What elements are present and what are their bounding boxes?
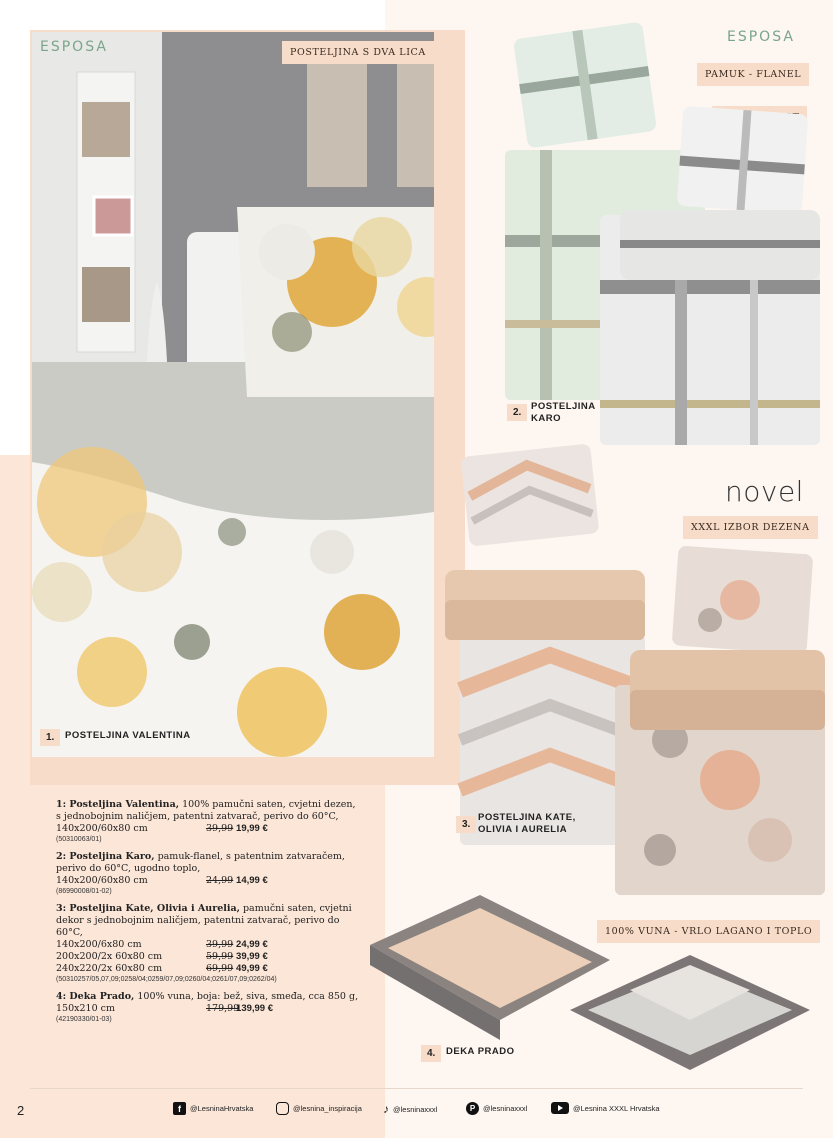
product-title: 2: Posteljina Karo, — [56, 851, 155, 862]
youtube-icon — [551, 1102, 569, 1114]
price-size: 240x220/2x 60x80 cm — [56, 963, 163, 974]
tag-cotton-flannel: PAMUK - FLANEL — [697, 63, 809, 86]
product-descriptions — [56, 799, 376, 1031]
product-code: (42190330/01-03) — [56, 1016, 112, 1023]
price-old: 39,99 — [206, 823, 234, 834]
price-row — [56, 963, 356, 975]
pinterest-link[interactable] — [466, 1102, 527, 1115]
caption-kate-line1: POSTELJINA KATE, — [478, 812, 576, 823]
caption-number-4: 4. — [421, 1045, 441, 1062]
novel-brand-logo: novel — [725, 475, 804, 508]
price-row — [56, 951, 356, 963]
caption-number-1: 1. — [40, 729, 60, 746]
facebook-icon: f — [173, 1102, 186, 1115]
product-line: pamuk-flanel, s patentnim zatvaračem, — [157, 851, 345, 862]
price-size: 150x210 cm — [56, 1003, 115, 1014]
caption-kate — [478, 812, 576, 836]
product-karo — [56, 851, 376, 897]
valentina-bedroom-photo — [32, 32, 434, 757]
prado-blanket-illustration — [360, 890, 820, 1070]
facebook-handle: @LesninaHrvatska — [190, 1104, 254, 1113]
price-old: 24,99 — [206, 875, 234, 886]
product-kate — [56, 903, 356, 985]
product-line: s jednobojnim naličjem, patentni zatvarač, perivo do 60°C, — [56, 811, 339, 822]
price-old: 69,99 — [206, 963, 234, 974]
instagram-icon — [276, 1102, 289, 1115]
price-old: 39,99 — [206, 939, 234, 950]
price-old: 179,99 — [206, 1003, 240, 1014]
price-size: 140x200/60x80 cm — [56, 875, 148, 886]
price-new: 14,99 € — [236, 875, 268, 886]
caption-karo-line1: POSTELJINA — [531, 401, 596, 412]
tag-xxxl-pattern-choice: XXXL IZBOR DEZENA — [683, 516, 818, 539]
price-row — [56, 875, 376, 887]
product-title: 4: Deka Prado, — [56, 991, 135, 1002]
price-size: 140x200/60x80 cm — [56, 823, 148, 834]
price-row — [56, 939, 356, 951]
caption-kate-line2: OLIVIA I AURELIA — [478, 824, 568, 835]
product-line: pamučni saten, cvjetni — [242, 903, 352, 914]
product-prado — [56, 991, 376, 1025]
product-code: (50310257/05,07,09;0258/04;0259/07,09;0260/04;0261/07,09;0262/04) — [56, 976, 277, 983]
caption-karo-line2: KARO — [531, 413, 561, 424]
tag-wool: 100% VUNA - VRLO LAGANO I TOPLO — [597, 920, 820, 943]
valentina-bedroom-illustration — [32, 32, 434, 757]
youtube-handle: @Lesnina XXXL Hrvatska — [573, 1103, 660, 1113]
product-line: perivo do 60°C, ugodno toplo, — [56, 863, 201, 874]
tiktok-handle: @lesninaxxxl — [393, 1104, 438, 1114]
product-title: 1: Posteljina Valentina, — [56, 799, 180, 810]
price-new: 19,99 € — [236, 823, 268, 834]
caption-prado: DEKA PRADO — [446, 1046, 515, 1057]
caption-number-2: 2. — [507, 404, 527, 421]
page-number: 2 — [17, 1103, 25, 1118]
pinterest-icon: P — [466, 1102, 479, 1115]
price-new: 139,99 € — [236, 1003, 274, 1014]
price-row — [56, 823, 376, 835]
price-old: 59,99 — [206, 951, 234, 962]
facebook-link[interactable] — [173, 1102, 253, 1115]
brand-logo-right: ESPOSA — [727, 29, 795, 45]
brand-logo-left: ESPOSA — [40, 39, 108, 55]
price-size: 140x200/6x80 cm — [56, 939, 142, 950]
price-new: 49,99 € — [236, 963, 268, 974]
caption-karo — [531, 401, 596, 425]
karo-bedding-illustration — [500, 20, 820, 450]
product-code: (86990008/01-02) — [56, 888, 112, 895]
price-size: 200x200/2x 60x80 cm — [56, 951, 163, 962]
product-code: (50310063/01) — [56, 836, 102, 843]
price-row — [56, 1003, 376, 1015]
caption-number-3: 3. — [456, 816, 476, 833]
instagram-link[interactable] — [276, 1102, 362, 1115]
product-line: dekor s jednobojnim naličjem, patentni zatvarač, perivo do 60°C, — [56, 915, 340, 938]
tag-two-sided: POSTELJINA S DVA LICA — [282, 41, 434, 64]
price-new: 39,99 € — [236, 951, 268, 962]
product-line: 100% pamučni saten, cvjetni dezen, — [182, 799, 356, 810]
tiktok-icon: ♪ — [383, 1102, 389, 1116]
product-title: 3: Posteljina Kate, Olivia i Aurelia, — [56, 903, 240, 914]
tiktok-link[interactable] — [383, 1102, 437, 1116]
product-valentina — [56, 799, 376, 845]
youtube-link[interactable] — [551, 1102, 660, 1114]
product-line: 100% vuna, boja: bež, siva, smeđa, cca 850 g, — [137, 991, 359, 1002]
footer-divider — [30, 1088, 803, 1089]
price-new: 24,99 € — [236, 939, 268, 950]
pinterest-handle: @lesninaxxxl — [483, 1104, 528, 1113]
caption-valentina: POSTELJINA VALENTINA — [65, 730, 191, 741]
instagram-handle: @lesnina_inspiracija — [293, 1104, 362, 1113]
